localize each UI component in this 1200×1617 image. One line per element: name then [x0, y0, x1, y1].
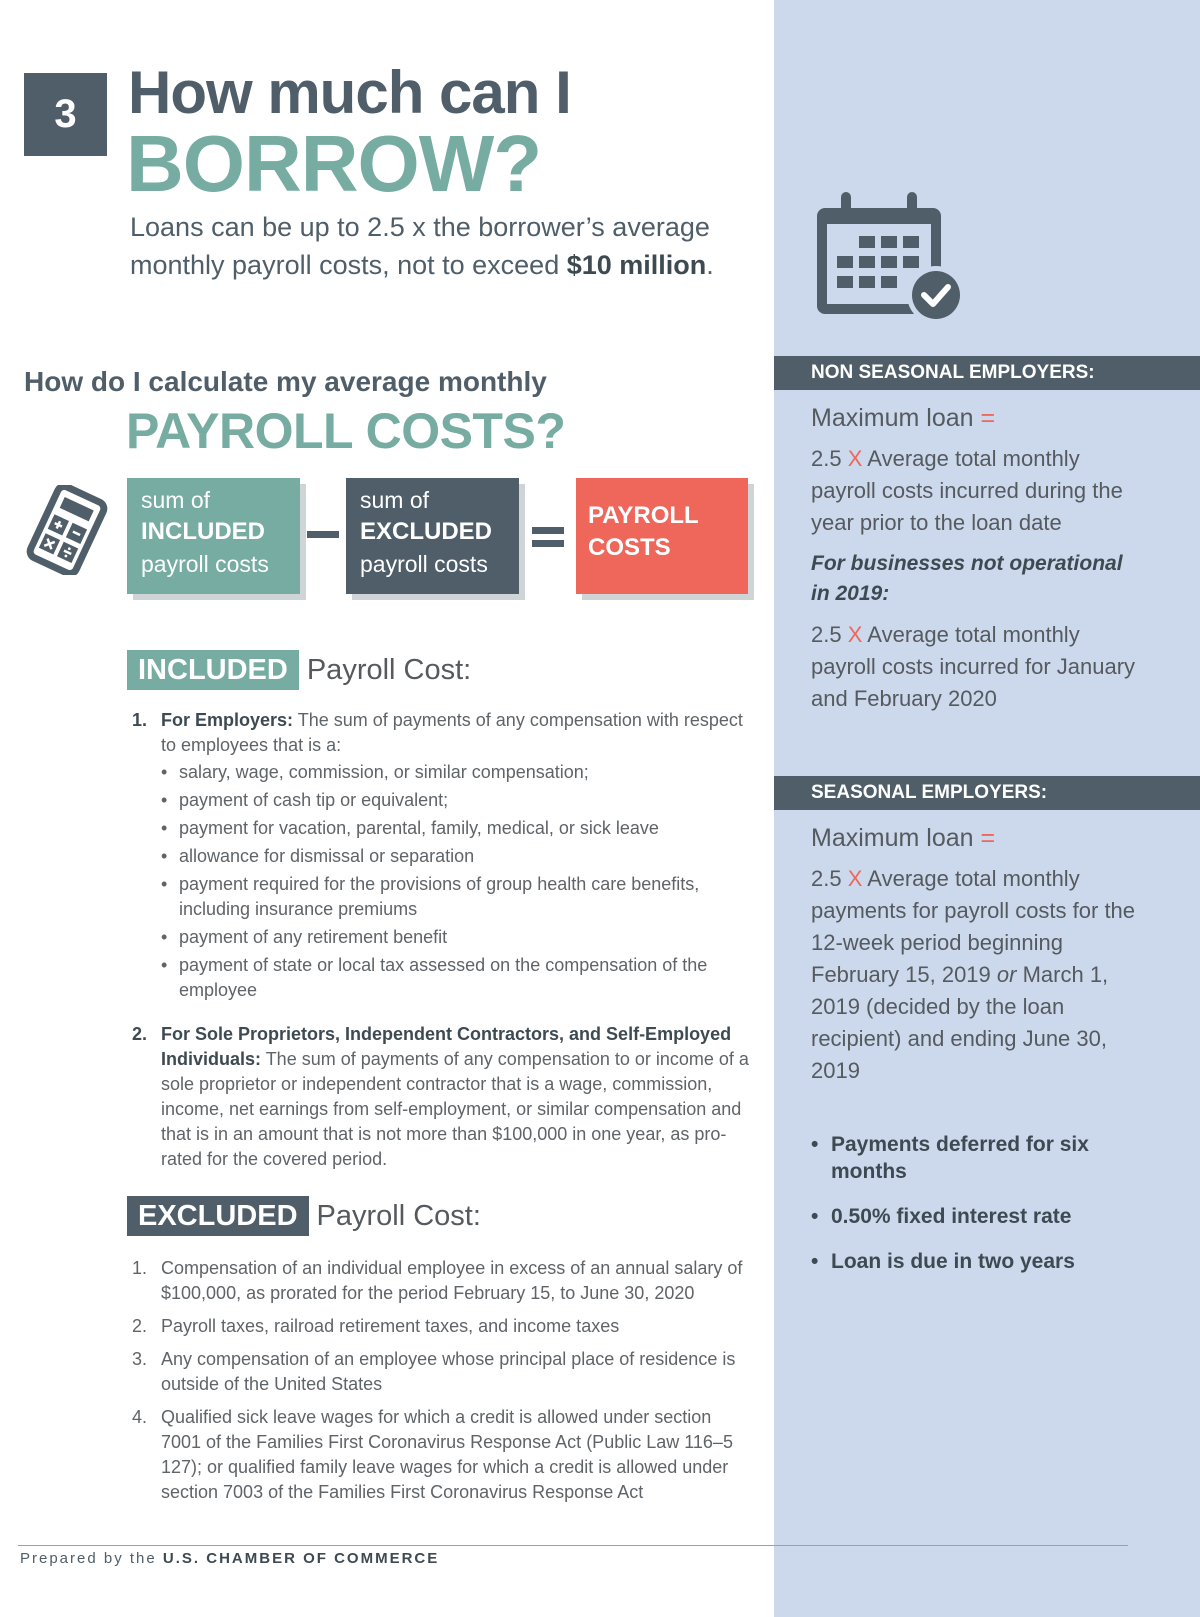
list-item: • Loan is due in two years: [811, 1250, 1075, 1273]
item-lead: For Employers:: [161, 710, 294, 730]
non-seasonal-band: NON SEASONAL EMPLOYERS:: [774, 356, 1200, 390]
excluded-item-1: 1. Compensation of an individual employee in excess of an annual salary of $100,000, as prorated for the period February 15, to June 30, 2020: [132, 1258, 743, 1303]
included-item-2: [132, 1022, 750, 1172]
included-tag: INCLUDED: [127, 650, 299, 690]
page-title-line2: BORROW?: [126, 119, 542, 208]
loan-perks-list: [811, 1131, 1151, 1293]
minus-sign: [307, 531, 339, 538]
step-number-badge: 3: [24, 73, 107, 156]
item-text: The sum of payments of any compensation to or income of a sole proprietor or independent contractor that is a wage, commission, income, net earnings from self-employment, or similar compensation and that is in an amount that is not more than $100,000 in one year, as pro-rated for the covered period.: [161, 1049, 749, 1169]
list-item: • Payments deferred for six months: [811, 1133, 1089, 1183]
excluded-sum-box: [346, 478, 519, 594]
page-title-line1: How much can I: [128, 59, 571, 126]
result-line1: PAYROLL: [588, 502, 699, 529]
excluded-item-4: 4. Qualified sick leave wages for which a credit is allowed under section 7001 of the Families First Coronavirus Response Act (Public Law 116–5 127); or qualified family leave wages for which a credit is allowed under section 7003 of the Families First Coronavirus Response Act: [132, 1407, 733, 1502]
excluded-box-top: sum of: [360, 487, 430, 513]
footer-credit: Prepared by the U.S. CHAMBER OF COMMERCE: [20, 1550, 440, 1567]
footer-divider: [18, 1545, 1128, 1546]
item-text: The sum of payments of any compensation with respect to employees that is a:: [161, 710, 743, 755]
list-item: • allowance for dismissal or separation: [161, 846, 475, 866]
included-bullets: [161, 760, 750, 1003]
included-box-mid: INCLUDED: [141, 518, 265, 545]
intro-limit: $10 million: [566, 250, 707, 280]
payroll-costs-box: [576, 478, 748, 594]
result-line2: COSTS: [588, 534, 671, 561]
excluded-list: [132, 1256, 750, 1513]
list-item: • 0.50% fixed interest rate: [811, 1205, 1072, 1228]
max-loan-label: Maximum loan =: [811, 404, 996, 432]
excluded-heading-rest: Payroll Cost:: [316, 1199, 481, 1232]
list-item: • salary, wage, commission, or similar compensation;: [161, 762, 589, 782]
intro-paragraph: [130, 208, 730, 284]
excluded-item-2: 2. Payroll taxes, railroad retirement taxes, and income taxes: [132, 1316, 620, 1336]
item-lead: For Sole Proprietors, Independent Contractors, and Self-Employed Individuals:: [161, 1024, 732, 1069]
included-sum-box: [127, 478, 300, 594]
list-item: • payment required for the provisions of group health care benefits, including insurance premiums: [161, 874, 700, 919]
excluded-box-bottom: payroll costs: [360, 551, 488, 577]
included-list: [132, 708, 750, 1180]
calc-question-big: PAYROLL COSTS?: [126, 403, 566, 459]
non-operational-formula: 2.5 X Average total monthly payroll costs incurred for January and February 2020: [811, 622, 1136, 711]
calendar-check-icon: [815, 190, 970, 330]
included-heading: [127, 650, 471, 690]
max-loan-label: Maximum loan =: [811, 824, 996, 852]
list-item: • payment of any retirement benefit: [161, 927, 448, 947]
excluded-tag: EXCLUDED: [127, 1196, 309, 1236]
list-item: • payment of cash tip or equivalent;: [161, 790, 449, 810]
seasonal-content: [811, 824, 1141, 1087]
list-item: • payment for vacation, parental, family, medical, or sick leave: [161, 818, 659, 838]
intro-end: .: [706, 250, 714, 280]
item-number: 2.: [132, 1024, 148, 1044]
intro-text: Loans can be up to 2.5 x the borrower’s average monthly payroll costs, not to exceed: [130, 212, 710, 280]
item-number: 1.: [132, 710, 148, 730]
equals-sign-top: [532, 527, 564, 534]
list-item: • payment of state or local tax assessed on the compensation of the employee: [161, 955, 708, 1000]
included-heading-rest: Payroll Cost:: [306, 653, 472, 686]
excluded-heading: [127, 1196, 481, 1236]
non-seasonal-formula: 2.5 X Average total monthly payroll costs incurred during the year prior to the loan date: [811, 446, 1123, 535]
excluded-item-3: 3. Any compensation of an employee whose principal place of residence is outside of the United States: [132, 1349, 736, 1394]
equals-sign-bottom: [532, 540, 564, 547]
seasonal-band: SEASONAL EMPLOYERS:: [774, 776, 1200, 810]
non-operational-note: For businesses not operational in 2019:: [811, 552, 1123, 605]
included-box-top: sum of: [141, 487, 211, 513]
included-box-bottom: payroll costs: [141, 551, 269, 577]
non-seasonal-content: [811, 404, 1141, 715]
excluded-box-mid: EXCLUDED: [360, 518, 493, 545]
calc-question: How do I calculate my average monthly: [24, 366, 547, 397]
calculator-icon: [22, 485, 112, 575]
included-item-1: [132, 708, 750, 1006]
seasonal-formula: 2.5 X Average total monthly payments for payroll costs for the 12-week period beginning February 15, 2019 or March 1, 2019 (decided by the loan recipient) and ending June 30, 2019: [811, 866, 1136, 1083]
